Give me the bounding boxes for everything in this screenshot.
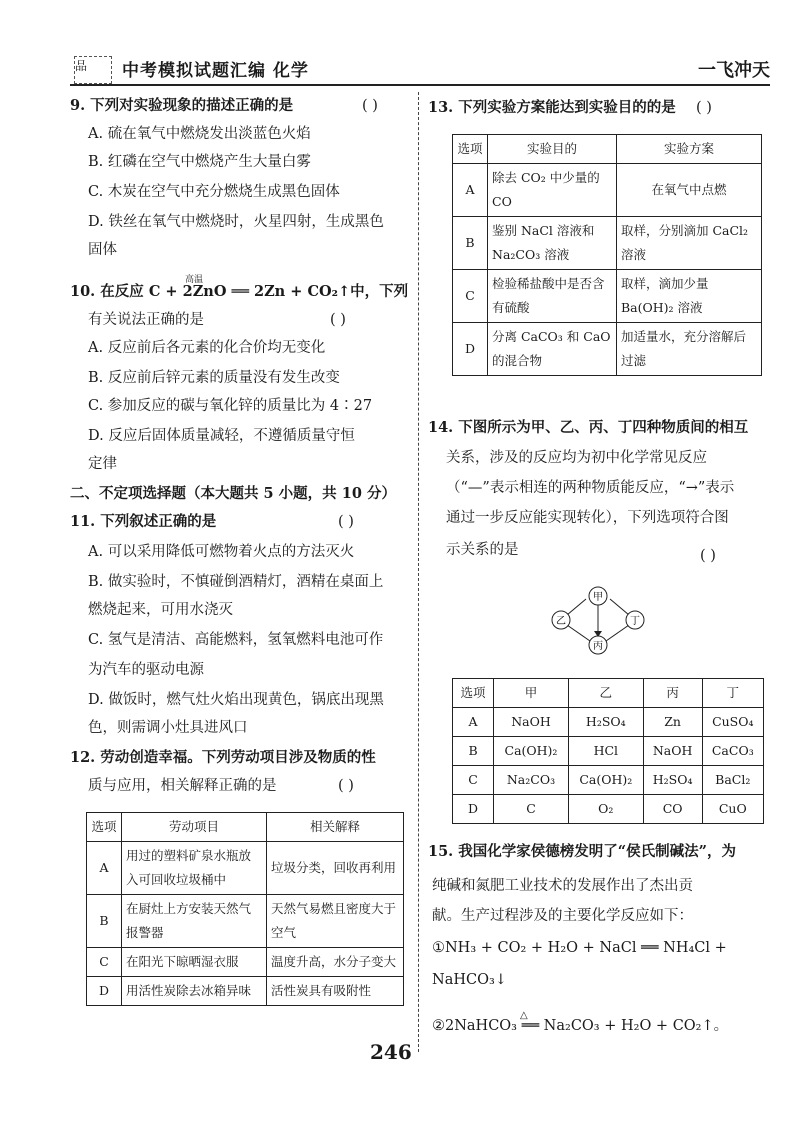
table-cell: NaOH — [494, 708, 569, 737]
table-row — [87, 895, 404, 948]
header-title: 中考模拟试题汇编 化学 — [122, 61, 309, 81]
table-cell: 检验稀盐酸中是否含有硫酸 — [488, 270, 617, 323]
table-row — [453, 737, 764, 766]
column-divider — [418, 92, 419, 1052]
q15-equation-1: ①NH₃ + CO₂ + H₂O + NaCl ══ NH₄Cl + — [432, 940, 727, 956]
relation-diagram — [548, 585, 648, 655]
table-cell: C — [453, 766, 494, 795]
table-cell: H₂SO₄ — [643, 766, 702, 795]
q12-paren: ( ) — [338, 778, 354, 794]
q10-option-a: A. 反应前后各元素的化合价均无变化 — [88, 340, 326, 356]
q15-equation-2: ②2NaHCO₃ ══ Na₂CO₃ + H₂O + CO₂↑。 — [432, 1018, 729, 1034]
q14-line-3: （“—”表示相连的两种物质能反应，“→”表示 — [446, 480, 735, 496]
q11-option-a: A. 可以采用降低可燃物着火点的方法灭火 — [88, 544, 355, 560]
table-cell: CaCO₃ — [702, 737, 763, 766]
table-cell: D — [87, 977, 122, 1006]
q13-stem: 13. 下列实验方案能达到实验目的的是 — [428, 99, 676, 116]
header-brand: 一飞冲天 — [698, 60, 770, 81]
table-header-cell: 选项 — [453, 135, 488, 164]
table-header-row — [453, 135, 762, 164]
table-header-cell: 劳动项目 — [122, 813, 267, 842]
table-row — [453, 270, 762, 323]
q10-stem2: 有关说法正确的是 — [88, 312, 204, 328]
q12-stem: 12. 劳动创造幸福。下列劳动项目涉及物质的性 — [70, 749, 376, 766]
table-cell: Ca(OH)₂ — [494, 737, 569, 766]
table-cell: 温度升高，水分子变大 — [267, 948, 404, 977]
q11-option-d: D. 做饭时，燃气灶火焰出现黄色，锅底出现黑 — [88, 692, 384, 708]
table-cell: 鉴别 NaCl 溶液和 Na₂CO₃ 溶液 — [488, 217, 617, 270]
table-header-cell: 相关解释 — [267, 813, 404, 842]
table-cell: CuSO₄ — [702, 708, 763, 737]
table-cell: B — [453, 737, 494, 766]
book-logo: 品 — [74, 56, 112, 84]
table-cell: 加适量水，充分溶解后过滤 — [617, 323, 762, 376]
table-cell: Ca(OH)₂ — [568, 766, 643, 795]
edge-jia-yi — [567, 599, 586, 615]
q11-option-c: C. 氢气是清洁、高能燃料，氢氧燃料电池可作 — [88, 632, 384, 648]
q14-table — [452, 678, 764, 824]
table-header-row — [453, 679, 764, 708]
q15-condition: △ — [520, 1010, 528, 1021]
q14-line-4: 通过一步反应能实现转化），下列选项符合图 — [446, 510, 729, 526]
q14-paren: ( ) — [700, 548, 716, 564]
table-cell: CuO — [702, 795, 763, 824]
edge-ding-bing — [606, 625, 629, 641]
table-cell: C — [494, 795, 569, 824]
q14-line-5: 示关系的是 — [446, 542, 519, 558]
q11-paren: ( ) — [338, 514, 354, 530]
table-cell: C — [87, 948, 122, 977]
q9-paren: ( ) — [362, 98, 378, 114]
q9-option-d: D. 铁丝在氧气中燃烧时，火星四射，生成黑色 — [88, 214, 384, 230]
q11-option-c-cont: 为汽车的驱动电源 — [88, 662, 204, 678]
q14-line-2: 关系，涉及的反应均为初中化学常见反应 — [446, 450, 707, 466]
table-cell: Na₂CO₃ — [494, 766, 569, 795]
table-cell: 分离 CaCO₃ 和 CaO 的混合物 — [488, 323, 617, 376]
table-cell: 在厨灶上方安装天然气报警器 — [122, 895, 267, 948]
q10-option-d-cont: 定律 — [88, 456, 117, 472]
table-cell: NaOH — [643, 737, 702, 766]
table-cell: D — [453, 795, 494, 824]
q15-line-3: 献。生产过程涉及的主要化学反应如下： — [432, 908, 693, 924]
table-row — [87, 842, 404, 895]
table-header-cell: 丁 — [702, 679, 763, 708]
table-cell: 在氧气中点燃 — [617, 164, 762, 217]
table-cell: 用过的塑料矿泉水瓶放入可回收垃圾桶中 — [122, 842, 267, 895]
table-header-cell: 乙 — [568, 679, 643, 708]
table-cell: 天然气易燃且密度大于空气 — [267, 895, 404, 948]
table-cell: A — [453, 708, 494, 737]
table-cell: D — [453, 323, 488, 376]
table-cell: A — [87, 842, 122, 895]
section-2-heading: 二、不定项选择题（本大题共 5 小题，共 10 分） — [70, 485, 396, 502]
table-cell: A — [453, 164, 488, 217]
table-cell: 取样，分别滴加 CaCl₂ 溶液 — [617, 217, 762, 270]
q15-line-2: 纯碱和氮肥工业技术的发展作出了杰出贡 — [432, 878, 693, 894]
table-header-row — [87, 813, 404, 842]
q10-option-c: C. 参加反应的碳与氧化锌的质量比为 4∶27 — [88, 398, 373, 414]
node-jia: 甲 — [593, 592, 603, 603]
q9-option-c: C. 木炭在空气中充分燃烧生成黑色固体 — [88, 184, 340, 200]
q9-stem: 9. 下列对实验现象的描述正确的是 — [70, 97, 294, 114]
edge-jia-ding — [610, 599, 629, 615]
table-row — [453, 708, 764, 737]
table-cell: 用活性炭除去冰箱异味 — [122, 977, 267, 1006]
table-row — [453, 795, 764, 824]
header-rule — [70, 84, 770, 86]
table-cell: Zn — [643, 708, 702, 737]
table-cell: 活性炭具有吸附性 — [267, 977, 404, 1006]
q10-condition: 高温 — [185, 275, 204, 285]
page-number: 246 — [370, 1040, 412, 1064]
q15-line-1: 15. 我国化学家侯德榜发明了“侯氏制碱法”，为 — [428, 843, 736, 860]
table-header-cell: 选项 — [453, 679, 494, 708]
table-cell: 除去 CO₂ 中少量的 CO — [488, 164, 617, 217]
q13-paren: ( ) — [696, 100, 712, 116]
table-cell: HCl — [568, 737, 643, 766]
table-cell: BaCl₂ — [702, 766, 763, 795]
q10-stem: 10. 在反应 C + 2ZnO ══ 2Zn + CO₂↑中，下列 — [70, 283, 409, 300]
table-row — [453, 323, 762, 376]
table-cell: H₂SO₄ — [568, 708, 643, 737]
table-row — [87, 977, 404, 1006]
q9-option-b: B. 红磷在空气中燃烧产生大量白雾 — [88, 154, 311, 170]
table-row — [453, 164, 762, 217]
table-cell: C — [453, 270, 488, 323]
table-row — [453, 766, 764, 795]
q11-option-b-cont: 燃烧起来，可用水浇灭 — [88, 602, 233, 618]
table-cell: 垃圾分类，回收再利用 — [267, 842, 404, 895]
table-cell: 取样，滴加少量 Ba(OH)₂ 溶液 — [617, 270, 762, 323]
q12-stem2: 质与应用，相关解释正确的是 — [88, 778, 277, 794]
table-cell: B — [453, 217, 488, 270]
q11-stem: 11. 下列叙述正确的是 — [70, 513, 217, 530]
q15-equation-1-cont: NaHCO₃↓ — [432, 972, 507, 988]
table-header-cell: 丙 — [643, 679, 702, 708]
q10-paren: ( ) — [330, 312, 346, 328]
table-cell: O₂ — [568, 795, 643, 824]
q11-option-b: B. 做实验时，不慎碰倒酒精灯，酒精在桌面上 — [88, 574, 384, 590]
q11-option-d-cont: 色，则需调小灶具进风口 — [88, 720, 248, 736]
table-cell: B — [87, 895, 122, 948]
node-bing: 丙 — [593, 641, 603, 652]
edge-yi-bing — [567, 625, 590, 641]
page-header — [70, 52, 770, 92]
q9-option-d-cont: 固体 — [88, 242, 117, 258]
q13-table — [452, 134, 762, 376]
table-cell: 在阳光下晾晒湿衣服 — [122, 948, 267, 977]
table-row — [87, 948, 404, 977]
table-header-cell: 选项 — [87, 813, 122, 842]
table-header-cell: 实验目的 — [488, 135, 617, 164]
table-header-cell: 实验方案 — [617, 135, 762, 164]
q10-option-b: B. 反应前后锌元素的质量没有发生改变 — [88, 370, 340, 386]
q9-option-a: A. 硫在氧气中燃烧发出淡蓝色火焰 — [88, 126, 311, 142]
q14-line-1: 14. 下图所示为甲、乙、丙、丁四种物质间的相互 — [428, 419, 749, 436]
q12-table — [86, 812, 404, 1006]
table-cell: CO — [643, 795, 702, 824]
node-ding: 丁 — [630, 616, 640, 627]
q10-option-d: D. 反应后固体质量减轻，不遵循质量守恒 — [88, 428, 355, 444]
table-row — [453, 217, 762, 270]
table-header-cell: 甲 — [494, 679, 569, 708]
node-yi: 乙 — [556, 616, 566, 627]
